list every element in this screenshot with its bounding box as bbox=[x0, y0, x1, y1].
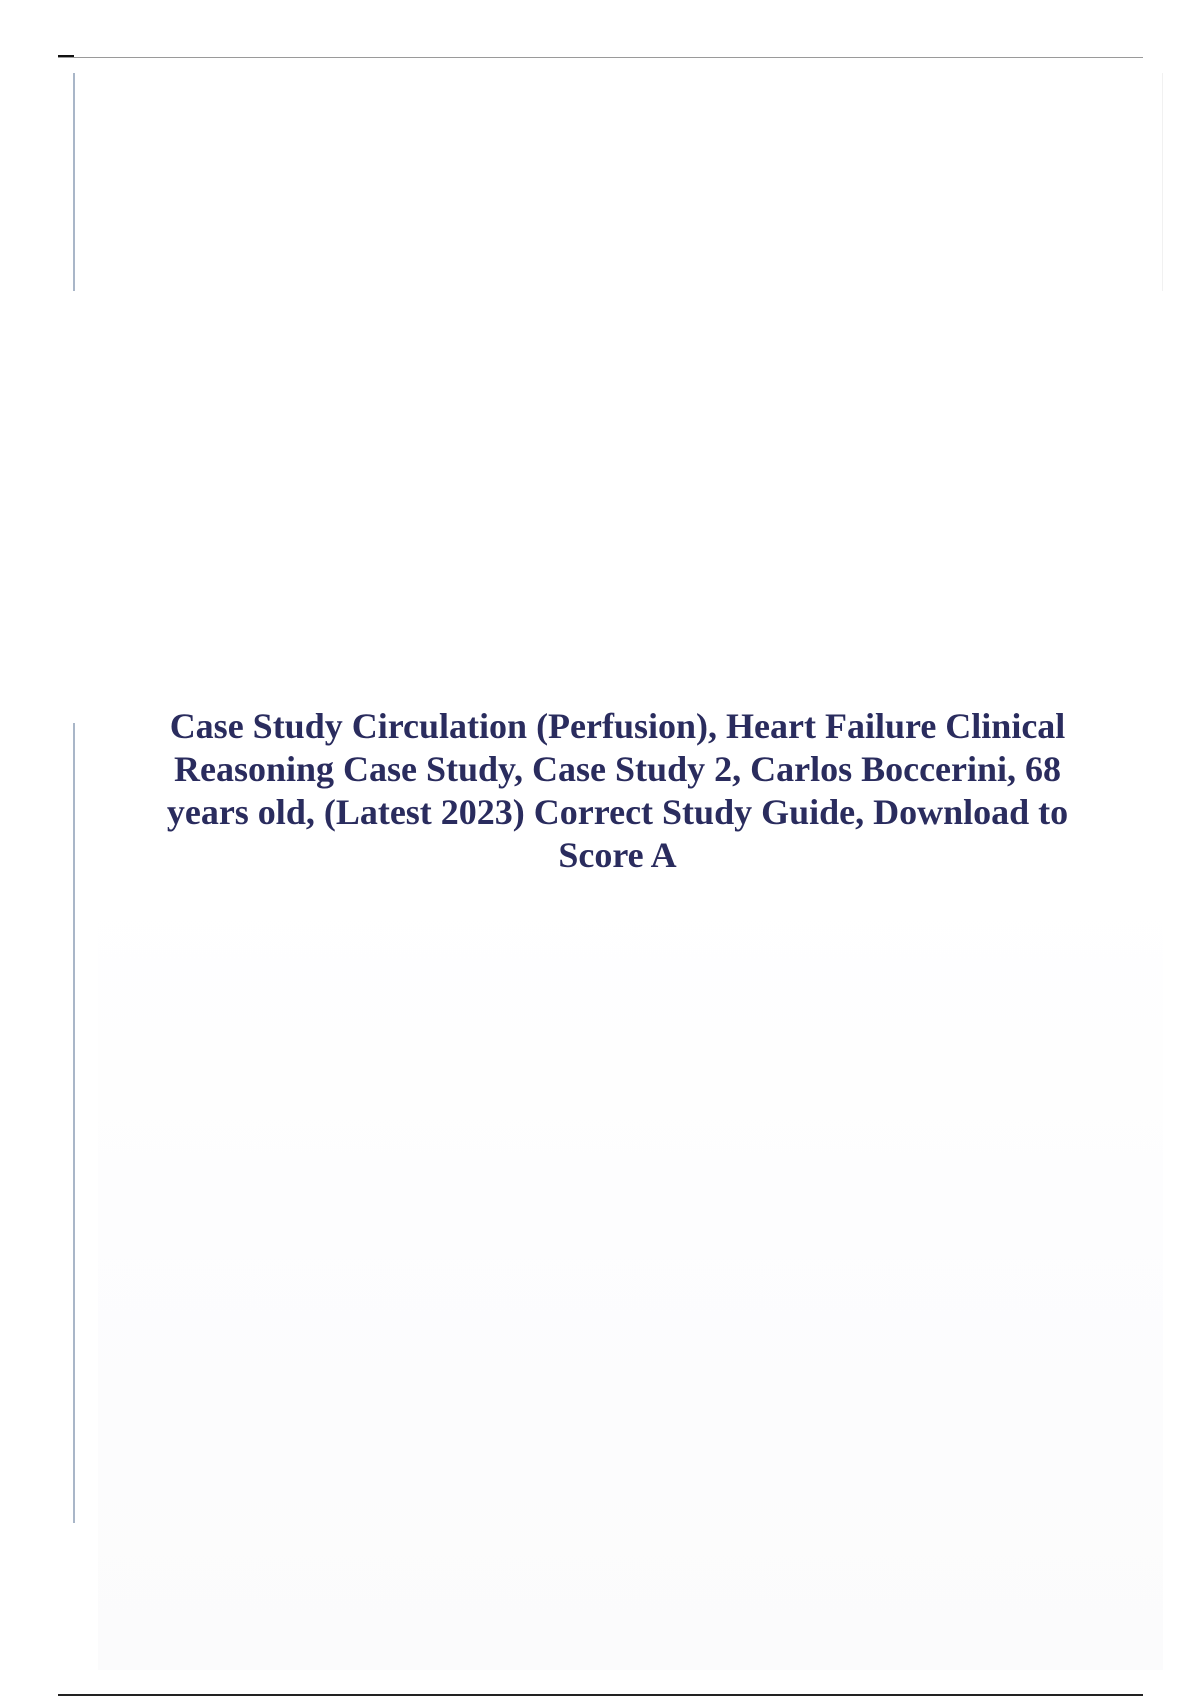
page-shading bbox=[98, 880, 1163, 1670]
left-margin-bar-lower bbox=[73, 723, 75, 1523]
header-rule bbox=[58, 57, 1143, 58]
left-margin-bar-upper bbox=[73, 73, 75, 291]
document-title: Case Study Circulation (Perfusion), Heart Failure Clinical Reasoning Case Study, Case Study 2, Carlos Boccerini, 68 years old, (Latest 2023) Correct Study Guide, Download to Score A bbox=[166, 706, 1069, 875]
right-margin-edge bbox=[1162, 73, 1163, 291]
footer-rule bbox=[58, 1694, 1143, 1696]
